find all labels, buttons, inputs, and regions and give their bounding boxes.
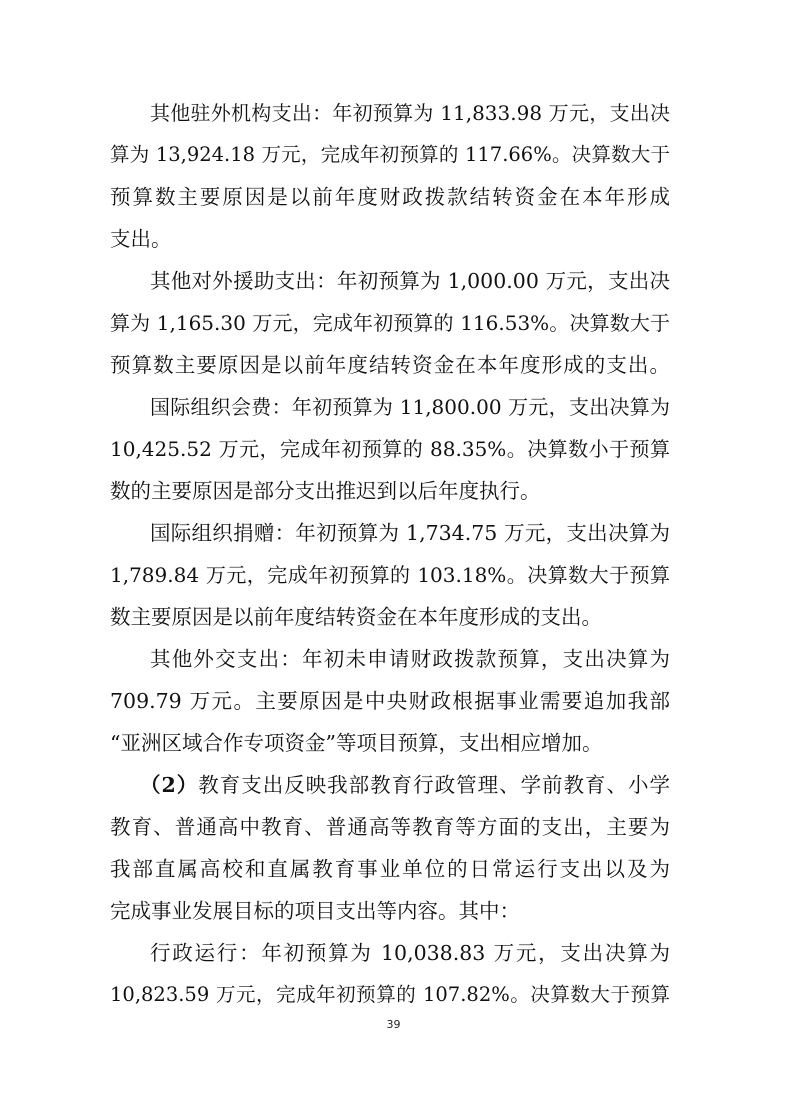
text-line: “亚洲区域合作专项资金”等项目预算，支出相应增加。 (110, 731, 603, 755)
text-span: 教育支出反映我部教育行政管理、学前教育、小学 (198, 773, 671, 797)
text-line: 数主要原因是以前年度结转资金在本年度形成的支出。 (110, 605, 602, 629)
text-line: 预算数主要原因是以前年度财政拨款结转资金在本年形成 (110, 185, 670, 209)
text-line: 其他外交支出：年初未申请财政拨款预算，支出决算为 (150, 647, 670, 671)
text-line: 行政运行：年初预算为 10,038.83 万元，支出决算为 (150, 941, 670, 965)
text-line: 10,425.52 万元，完成年初预算的 88.35%。决算数小于预算 (110, 437, 670, 461)
text-line: 1,789.84 万元，完成年初预算的 103.18%。决算数大于预算 (110, 563, 670, 587)
text-line: 数的主要原因是部分支出推迟到以后年度执行。 (110, 479, 541, 503)
text-line: 算为 13,924.18 万元，完成年初预算的 117.66%。决算数大于 (110, 143, 670, 166)
text-line: 10,823.59 万元，完成年初预算的 107.82%。决算数大于预算 (110, 983, 670, 1006)
text-line: 709.79 万元。主要原因是中央财政根据事业需要追加我部 (110, 689, 670, 713)
text-line: 其他对外援助支出：年初预算为 1,000.00 万元，支出决 (150, 269, 670, 293)
section-heading-line (140, 770, 670, 800)
text-line: 其他驻外机构支出：年初预算为 11,833.98 万元，支出决 (150, 101, 670, 125)
page-number: 39 (386, 1018, 401, 1031)
text-line: 国际组织捐赠：年初预算为 1,734.75 万元，支出决算为 (150, 521, 670, 545)
text-line: 预算数主要原因是以前年度结转资金在本年度形成的支出。 (110, 353, 670, 377)
text-line: 我部直属高校和直属教育事业单位的日常运行支出以及为 (110, 857, 670, 881)
text-line: 国际组织会费：年初预算为 11,800.00 万元，支出决算为 (150, 395, 670, 419)
section-number: （2） (140, 773, 199, 797)
text-line: 教育、普通高中教育、普通高等教育等方面的支出，主要为 (110, 815, 670, 839)
text-line: 算为 1,165.30 万元，完成年初预算的 116.53%。决算数大于 (110, 311, 670, 335)
text-line: 完成事业发展目标的项目支出等内容。其中： (110, 899, 520, 923)
text-line: 支出。 (110, 227, 172, 251)
